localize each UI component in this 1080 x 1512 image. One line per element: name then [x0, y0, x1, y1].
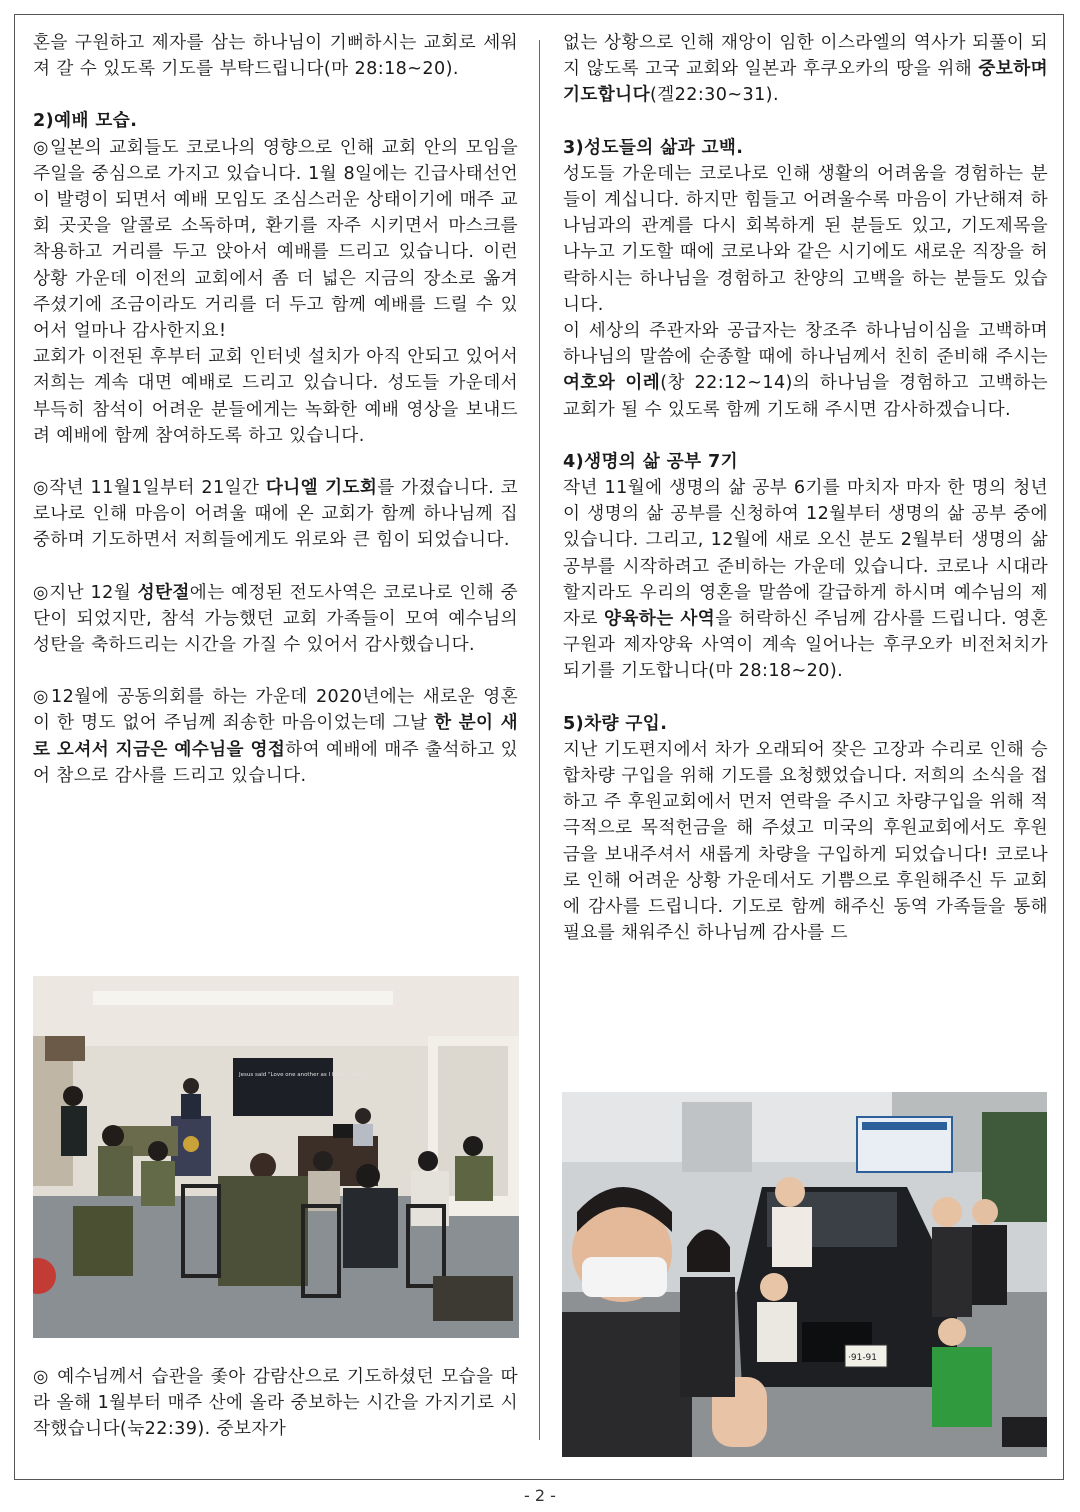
emphasis-christmas: 성탄절 — [137, 582, 190, 603]
text-run: (창 22:12~14)의 하나님을 경험하고 고백하는 교회가 될 수 있도록 함께 기도해 주시면 감사하겠습니다. — [563, 373, 1048, 420]
text-run: 을 허락하신 주님께 감사를 드립니다. 영혼구원과 제자양육 사역이 계속 일어나는 후쿠오카 비전처치가 되기를 기도합니다(마 28:18~20). — [563, 609, 1048, 682]
emphasis-new-member: 한 분이 새로 오셔서 지금은 예수님을 영접 — [33, 713, 518, 760]
life-study-paragraph — [563, 475, 1048, 685]
text-run: 를 가졌습니다. 코로나로 인해 마음이 어려울 때에 온 교회가 함께 하나님께 집중하며 기도하면서 저희들에게도 위로와 큰 힘이 되었습니다. — [33, 478, 519, 551]
vehicle-paragraph: 지난 기도편지에서 차가 오래되어 잦은 고장과 수리로 인해 승합차량 구입을 위해 기도를 요청했었습니다. 저희의 소식을 접하고 주 후원교회에서 먼저 연락을 주시고 차량구입을 위해 적극적으로 목적헌금을 해 주셨고 미국의 후원교회에서도 후원금을 보내주셔서 새롭게 차량을 구입하게 되었습니다! 코로나로 인해 어려운 상황 가운데서도 기쁨으로 후원해주신 두 교회에 감사를 드립니다. 기도로 함께 해주신 동역 가족들을 통해 필요를 채워주신 하나님께 감사를 드 — [563, 739, 1048, 944]
testimony-paragraph-1: 성도들 가운데는 코로나로 인해 생활의 어려움을 경험하는 분들이 계십니다. 하지만 힘들고 어려울수록 마음이 가난해져 하나님과의 관계를 다시 회복하게 된 분들도 있고, 기도제목을 나누고 기도할 때에 코로나와 같은 시기에도 새로운 직장을 허락하시는 하나님을 경험하고 찬양의 고백을 하는 분들도 있습니다. — [563, 163, 1048, 315]
vehicle-group-photo — [562, 1092, 1047, 1457]
license-plate: ·91-91 — [848, 1353, 878, 1363]
worship-paragraph-2: 교회가 이전된 후부터 교회 인터넷 설치가 아직 안되고 있어서 저희는 계속 대면 예배로 드리고 있습니다. 성도들 가운데서 부득히 참석이 어려운 분들에게는 녹화한 예배 영상을 보내드려 예배에 함께 참여하도록 하고 있습니다. — [33, 347, 518, 446]
christmas-paragraph — [33, 580, 518, 659]
text-run: ◎지난 12월 — [33, 582, 138, 603]
worship-photo — [33, 976, 519, 1338]
section-heading-testimony: 3)성도들의 삶과 고백. — [563, 137, 744, 158]
emphasis-intercession: 중보하며 기도합니다 — [563, 59, 1048, 106]
column-divider — [539, 40, 540, 1440]
emphasis-daniel-prayer: 다니엘 기도회 — [265, 478, 378, 499]
testimony-paragraph-2 — [563, 318, 1048, 423]
text-run: 에는 예정된 전도사역은 코로나로 인해 중단이 되었지만, 참석 가능했던 교회 가족들이 모여 예수님의 성탄을 축하드리는 시간을 가질 수 있어서 감사했습니다. — [33, 582, 518, 656]
text-run: 이 세상의 주관자와 공급자는 창조주 하나님이심을 고백하며 하나님의 말씀에 순종할 때에 하나님께서 친히 준비해 주시는 — [563, 321, 1048, 368]
intro-paragraph: 혼을 구원하고 제자를 삼는 하나님이 기뻐하시는 교회로 세워져 갈 수 있도록 기도를 부탁드립니다(마 28:18~20). — [33, 33, 518, 80]
mountain-prayer-paragraph: ◎ 예수님께서 습관을 좇아 감람산으로 기도하셨던 모습을 따라 올해 1월부터 매주 산에 올라 중보하는 시간을 가지기로 시작했습니다(눅22:39). 중보자가 — [33, 1367, 518, 1440]
emphasis-discipleship: 양육하는 사역 — [604, 609, 716, 630]
text-run: ◎12월에 공동의회를 하는 가운데 2020년에는 새로운 영혼이 한 명도 없어 주님께 죄송한 마음이었는데 그날 — [33, 687, 518, 734]
intercession-paragraph — [563, 30, 1048, 109]
section-heading-worship: 2)예배 모습. — [33, 111, 138, 132]
section-heading-vehicle: 5)차량 구입. — [563, 713, 668, 734]
daniel-prayer-paragraph — [33, 475, 518, 554]
text-run: 하여 예배에 매주 출석하고 있어 참으로 감사를 드리고 있습니다. — [33, 739, 518, 786]
page-number: - 2 - — [524, 1486, 556, 1505]
emphasis-jehovah-jireh: 여호와 이레 — [563, 373, 661, 394]
left-column-bottom — [33, 1364, 518, 1443]
text-run: ◎작년 11월1일부터 21일간 — [33, 478, 266, 499]
new-member-paragraph — [33, 684, 518, 789]
screen-caption: Jesus said "Love one another as I have loved you" — [239, 1072, 377, 1078]
text-run: 없는 상황으로 인해 재앙이 임한 이스라엘의 역사가 되풀이 되지 않도록 고국 교회와 일본과 후쿠오카의 땅을 위해 — [563, 33, 1048, 80]
section-heading-life-study: 4)생명의 삶 공부 7기 — [563, 451, 739, 472]
worship-paragraph-1: ◎일본의 교회들도 코로나의 영향으로 인해 교회 안의 모임을 주일을 중심으로 가지고 있습니다. 1월 8일에는 긴급사태선언이 발령이 되면서 예배 모임도 조심스러운 상태이기에 매주 교회 곳곳을 알콜로 소독하며, 환기를 자주 시키면서 마스크를 착용하고 거리를 두고 앉아서 예배를 드리고 있습니다. 이런 상황 가운데 이전의 교회에서 좀 더 넓은 지금의 장소로 옮겨주셨기에 조금이라도 거리를 더 두고 함께 예배를 드릴 수 있어서 얼마나 감사한지요! — [33, 137, 518, 342]
right-column — [563, 30, 1048, 947]
text-run: 작년 11월에 생명의 삶 공부 6기를 마치자 마자 한 명의 청년이 생명의 삶 공부를 신청하여 12월부터 생명의 삶 공부 중에 있습니다. 그리고, 12월에 새로 오신 분도 2월부터 생명의 삶 공부를 시작하려고 준비하는 가운데 있습니다. 코로나 시대라 할지라도 우리의 영혼을 말씀에 갈급하게 하시며 예수님의 제자로 — [563, 478, 1048, 630]
left-column — [33, 30, 518, 789]
text-run: (겔22:30~31). — [649, 85, 779, 106]
